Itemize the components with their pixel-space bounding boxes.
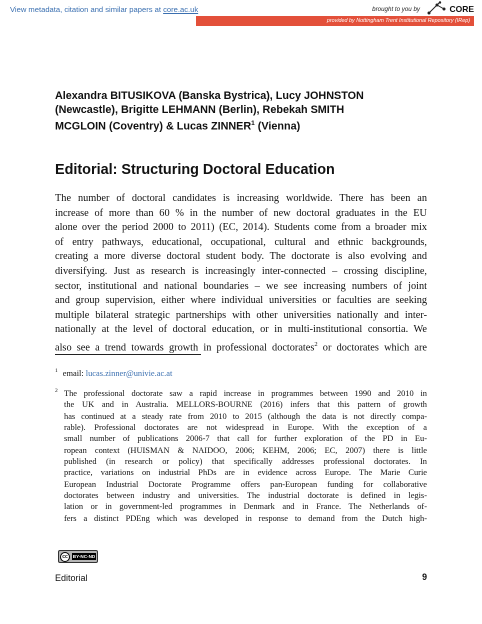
footnote-line: the UK and in Australia. MELLORS-BOURNE (2016) infers that this pattern of growth bbox=[64, 400, 427, 410]
body-line: alone over the period 2000 to 2011) (EC, 2014). Students come from a broader mix bbox=[55, 222, 427, 234]
body-line: increase of more than 60 % in the number of new doctoral graduates in the EU bbox=[55, 207, 427, 219]
body-line: creating a more diverse doctoral student body. The doctorate is also evolving and bbox=[55, 251, 427, 263]
license-label: BY-NC-ND bbox=[72, 554, 96, 559]
brought-by-text: brought to you by bbox=[372, 6, 420, 13]
body-line: multiple bilateral strategic partnerships with other universities nationally and inter- bbox=[55, 309, 427, 321]
core-header bbox=[0, 0, 482, 29]
core-metadata-link[interactable]: View metadata, citation and similar papers at core.ac.uk bbox=[10, 5, 199, 14]
body-line: of entry pathways, educational, occupational, cultural and ethnic backgrounds, bbox=[55, 236, 427, 248]
core-logo-text: CORE bbox=[449, 4, 474, 14]
footnote-2-number: 2 bbox=[55, 388, 58, 394]
author-line: (Newcastle), Brigitte LEHMANN (Berlin), Rebekah SMITH bbox=[55, 104, 345, 116]
footnote-line: fers a distinct PDEng which was developed in response to demand from the Dutch high- bbox=[64, 513, 427, 523]
footnote-line: doctorates between industry and universities. The industrial doctorate is defined in legis- bbox=[64, 491, 427, 501]
core-domain-link[interactable]: core.ac.uk bbox=[163, 5, 199, 14]
footnote-1-number: 1 bbox=[55, 368, 58, 374]
body-line: and group supervision, either where individual universities or faculties are seeking bbox=[55, 295, 427, 307]
footnote-line: small number of publications 2006-7 that call for further exploration of the PD in Eu- bbox=[64, 434, 427, 444]
body-line: The number of doctoral candidates is increasing worldwide. There has been an bbox=[55, 193, 427, 204]
body-line: also see a trend towards growth in professional doctorates$^2$ or doctorates which are bbox=[55, 340, 427, 354]
author-line: MCGLOIN (Coventry) & Lucas ZINNER$^1$ (Vienna) bbox=[55, 120, 301, 133]
author-line: Alexandra BITUSIKOVA (Banska Bystrica), Lucy JOHNSTON bbox=[55, 90, 364, 102]
author-footnote-mark[interactable]: 1 bbox=[251, 120, 255, 127]
core-logo-icon bbox=[426, 1, 448, 15]
provided-by-banner[interactable]: provided by Nottingham Trent Institutional Repository (IRep) bbox=[196, 16, 474, 26]
footnote-1: $^1$ email: lucas.zinner@univie.ac.at bbox=[55, 368, 173, 378]
author-list bbox=[55, 89, 430, 134]
footnote-line: lation or in government-led programmes in Denmark and in France. The Netherlands of- bbox=[64, 502, 427, 512]
footnote-line: European Industrial Doctorate Programme offers pan-European funding for collaborative bbox=[64, 479, 427, 489]
footnote-line: ropean context (HUISMAN & NAIDOO, 2006; KEHM, 2006; EC, 2007) there is little bbox=[64, 445, 427, 455]
page-number: 9 bbox=[422, 572, 427, 582]
footnote-line: published (in research or policy) that specifically addresses professional doctorates. In bbox=[64, 457, 427, 467]
footnote-2 bbox=[55, 388, 427, 524]
body-line: diversifying. Just as research is increasingly inter-connected – crossing discipline, bbox=[55, 265, 427, 277]
core-logo[interactable] bbox=[426, 1, 474, 17]
cc-license-badge[interactable] bbox=[58, 550, 98, 563]
footnote-line: practice, variations on industrial PhDs are in evidence across Europe. The Marie Curie bbox=[64, 468, 427, 478]
article-body bbox=[55, 192, 427, 356]
footnote-line: has continued at a steady rate from 2010 to 2015 (although the data is not directly compa- bbox=[64, 411, 427, 421]
body-line: sector, institutional and national boundaries – we see increasing numbers of joint bbox=[55, 280, 427, 292]
footnote-divider bbox=[55, 354, 201, 355]
footnote-line: rable). Professional doctorates are not widespread in Europe. With the exception of a bbox=[64, 423, 427, 433]
cc-icon: cc bbox=[60, 552, 70, 562]
footnote-2-mark[interactable]: 2 bbox=[314, 340, 318, 348]
running-footer: Editorial bbox=[55, 573, 88, 583]
footnote-line: The professional doctorate saw a rapid increase in programmes between 1990 and 2010 in bbox=[64, 389, 427, 398]
body-line: nationally at the level of doctoral education, or in multi-institutional consortia. We bbox=[55, 324, 427, 336]
article-title: Editorial: Structuring Doctoral Education bbox=[55, 162, 335, 178]
email-link[interactable]: lucas.zinner@univie.ac.at bbox=[85, 368, 173, 378]
